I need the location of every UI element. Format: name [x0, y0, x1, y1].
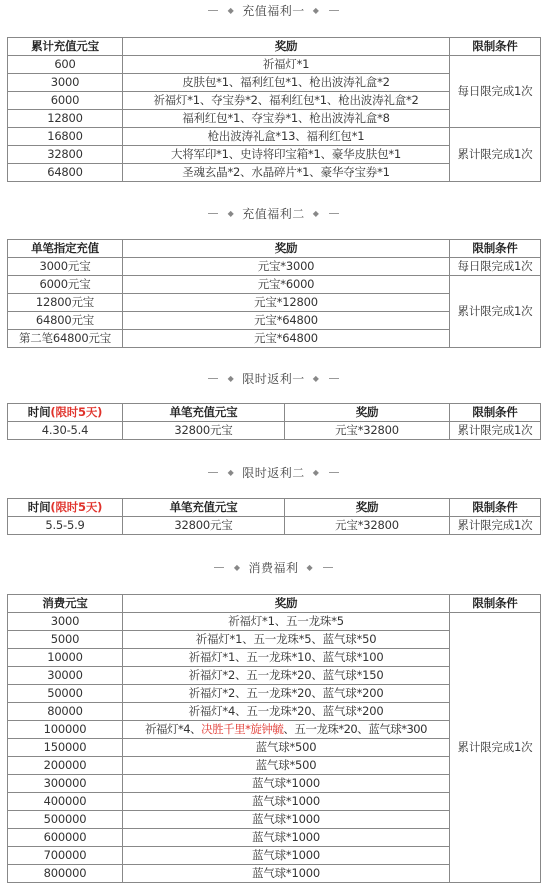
- table-recharge-benefit-2: [7, 239, 541, 348]
- amount-cell: 200000: [8, 757, 123, 775]
- reward-cell: 元宝*6000: [123, 276, 450, 294]
- header-cell: 限制条件: [450, 499, 541, 517]
- limit-cell: 累计限完成1次: [450, 613, 541, 883]
- limit-cell: 累计限完成1次: [450, 276, 541, 348]
- limit-cell: 每日限完成1次: [450, 56, 541, 128]
- amount-cell: 700000: [8, 847, 123, 865]
- table-header-row: [8, 595, 541, 613]
- limit-cell: 累计限完成1次: [450, 422, 541, 440]
- header-cell: 单笔充值元宝: [123, 499, 285, 517]
- header-cell: 消费元宝: [8, 595, 123, 613]
- header-cell: 奖励: [123, 595, 450, 613]
- section-title-2: ◆ 充值福利二 ◆: [0, 203, 547, 223]
- header-cell: 奖励: [285, 404, 450, 422]
- reward-cell: 蓝气球*1000: [123, 847, 450, 865]
- limit-cell: 累计限完成1次: [450, 517, 541, 535]
- reward-cell: 元宝*12800: [123, 294, 450, 312]
- header-cell: 限制条件: [450, 240, 541, 258]
- reward-cell: 元宝*32800: [285, 517, 450, 535]
- reward-cell: 祈福灯*1、五一龙珠*10、蓝气球*100: [123, 649, 450, 667]
- header-cell: 时间(限时5天): [8, 499, 123, 517]
- section-title-3: ◆ 限时返利一 ◆: [0, 368, 547, 388]
- section-title-5: ◆ 消费福利 ◆: [0, 557, 547, 577]
- amount-cell: 500000: [8, 811, 123, 829]
- table-row: [8, 422, 541, 440]
- table-consumption-benefit: [7, 594, 541, 883]
- amount-cell: 12800: [8, 110, 123, 128]
- table-row: [8, 613, 541, 631]
- table-header-row: [8, 404, 541, 422]
- amount-cell: 32800: [8, 146, 123, 164]
- amount-cell: 16800: [8, 128, 123, 146]
- amount-cell: 400000: [8, 793, 123, 811]
- amount-cell: 64800: [8, 164, 123, 182]
- reward-cell: 蓝气球*1000: [123, 865, 450, 883]
- amount-cell: 5000: [8, 631, 123, 649]
- limit-cell: 累计限完成1次: [450, 128, 541, 182]
- amount-cell: 6000: [8, 92, 123, 110]
- amount-cell: 3000: [8, 74, 123, 92]
- header-cell: 奖励: [285, 499, 450, 517]
- amount-cell: 32800元宝: [123, 422, 285, 440]
- reward-cell: 元宝*64800: [123, 330, 450, 348]
- reward-cell: 皮肤包*1、福利红包*1、枪出波涛礼盒*2: [123, 74, 450, 92]
- reward-cell: 祈福灯*1、五一龙珠*5、蓝气球*50: [123, 631, 450, 649]
- limit-cell: 每日限完成1次: [450, 258, 541, 276]
- header-cell: 奖励: [123, 240, 450, 258]
- table-row: [8, 276, 541, 294]
- amount-cell: 10000: [8, 649, 123, 667]
- time-cell: 4.30-5.4: [8, 422, 123, 440]
- time-cell: 5.5-5.9: [8, 517, 123, 535]
- reward-cell: 祈福灯*1、五一龙珠*5: [123, 613, 450, 631]
- amount-cell: 100000: [8, 721, 123, 739]
- reward-cell: 祈福灯*4、决胜千里*旋钟毓、五一龙珠*20、蓝气球*300: [123, 721, 450, 739]
- reward-cell: 蓝气球*1000: [123, 829, 450, 847]
- header-cell: 单笔充值元宝: [123, 404, 285, 422]
- reward-cell: 蓝气球*1000: [123, 811, 450, 829]
- highlight-text: 决胜千里*旋钟毓: [201, 722, 284, 736]
- reward-cell: 蓝气球*500: [123, 739, 450, 757]
- header-cell: 奖励: [123, 38, 450, 56]
- reward-cell: 福利红包*1、夺宝券*1、枪出波涛礼盒*8: [123, 110, 450, 128]
- reward-cell: 蓝气球*1000: [123, 775, 450, 793]
- amount-cell: 150000: [8, 739, 123, 757]
- header-cell: 限制条件: [450, 404, 541, 422]
- amount-cell: 300000: [8, 775, 123, 793]
- reward-cell: 祈福灯*1: [123, 56, 450, 74]
- reward-cell: 祈福灯*2、五一龙珠*20、蓝气球*150: [123, 667, 450, 685]
- reward-cell: 祈福灯*2、五一龙珠*20、蓝气球*200: [123, 685, 450, 703]
- amount-cell: 64800元宝: [8, 312, 123, 330]
- table-header-row: [8, 499, 541, 517]
- table-row: [8, 517, 541, 535]
- amount-cell: 12800元宝: [8, 294, 123, 312]
- amount-cell: 800000: [8, 865, 123, 883]
- reward-cell: 蓝气球*500: [123, 757, 450, 775]
- amount-cell: 第二笔64800元宝: [8, 330, 123, 348]
- amount-cell: 3000: [8, 613, 123, 631]
- table-recharge-benefit-1: [7, 37, 541, 182]
- reward-cell: 元宝*32800: [285, 422, 450, 440]
- reward-cell: 蓝气球*1000: [123, 793, 450, 811]
- amount-cell: 600000: [8, 829, 123, 847]
- header-cell: 限制条件: [450, 595, 541, 613]
- table-row: [8, 56, 541, 74]
- reward-cell: 大将军印*1、史诗将印宝箱*1、豪华皮肤包*1: [123, 146, 450, 164]
- reward-cell: 祈福灯*1、夺宝券*2、福利红包*1、枪出波涛礼盒*2: [123, 92, 450, 110]
- table-limited-rebate-2: [7, 498, 541, 535]
- header-cell: 限制条件: [450, 38, 541, 56]
- header-cell: 时间(限时5天): [8, 404, 123, 422]
- amount-cell: 600: [8, 56, 123, 74]
- amount-cell: 6000元宝: [8, 276, 123, 294]
- table-row: [8, 258, 541, 276]
- amount-cell: 80000: [8, 703, 123, 721]
- section-title-4: ◆ 限时返利二 ◆: [0, 462, 547, 482]
- section-title-1: ◆ 充值福利一 ◆: [0, 0, 547, 20]
- reward-cell: 元宝*64800: [123, 312, 450, 330]
- table-header-row: [8, 38, 541, 56]
- reward-cell: 祈福灯*4、五一龙珠*20、蓝气球*200: [123, 703, 450, 721]
- reward-cell: 枪出波涛礼盒*13、福利红包*1: [123, 128, 450, 146]
- reward-cell: 圣魂玄晶*2、水晶碎片*1、豪华夺宝券*1: [123, 164, 450, 182]
- amount-cell: 3000元宝: [8, 258, 123, 276]
- amount-cell: 30000: [8, 667, 123, 685]
- amount-cell: 50000: [8, 685, 123, 703]
- reward-cell: 元宝*3000: [123, 258, 450, 276]
- header-cell: 单笔指定充值: [8, 240, 123, 258]
- amount-cell: 32800元宝: [123, 517, 285, 535]
- header-cell: 累计充值元宝: [8, 38, 123, 56]
- table-limited-rebate-1: [7, 403, 541, 440]
- table-header-row: [8, 240, 541, 258]
- table-row: [8, 128, 541, 146]
